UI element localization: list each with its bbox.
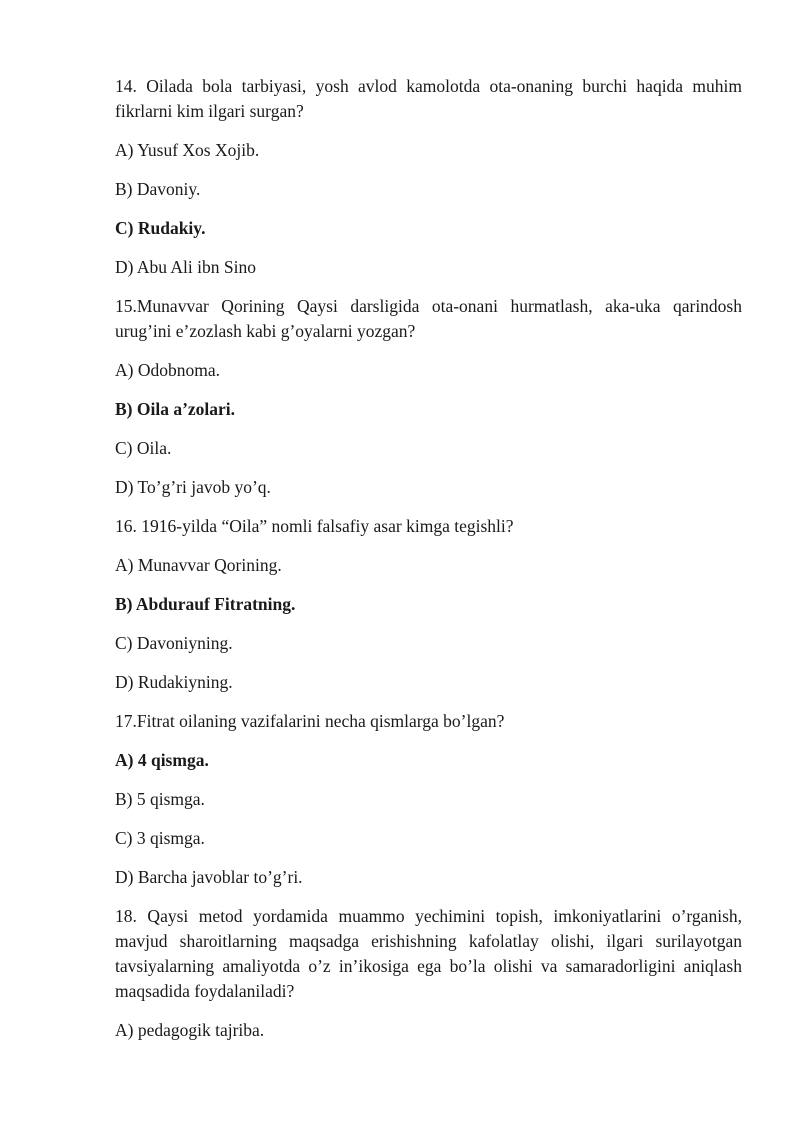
question-text: 14. Oilada bola tarbiyasi, yosh avlod kamolotda ota-onaning burchi haqida muhim fikrlarni kim ilgari surgan? — [115, 76, 742, 121]
question-18 — [115, 904, 742, 1043]
document-content — [115, 74, 742, 1057]
question-17 — [115, 709, 742, 890]
answer-option-c: C) Davoniyning. — [115, 633, 233, 653]
answer-option-d: D) Barcha javoblar to’g’ri. — [115, 867, 303, 887]
answer-option-b: B) Davoniy. — [115, 179, 201, 199]
answer-option-b: B) 5 qismga. — [115, 789, 205, 809]
question-text: 18. Qaysi metod yordamida muammo yechimini topish, imkoniyatlarini o’rganish, mavjud sharoitlarning maqsadga erishishning kafolatlay olishi, ilgari surilayotgan tavsiyalarning amaliyotda o’z in’ikosiga ega bo’la olishi va samaradorligini aniqlash maqsadida foydalaniladi? — [115, 906, 742, 1001]
answer-option-d: D) Rudakiyning. — [115, 672, 233, 692]
question-14 — [115, 74, 742, 280]
answer-option-a: A) Yusuf Xos Xojib. — [115, 140, 260, 160]
answer-option-b-correct: B) Abdurauf Fitratning. — [115, 594, 296, 614]
answer-option-a: A) Odobnoma. — [115, 360, 220, 380]
question-text: 15.Munavvar Qorining Qaysi darsligida ota-onani hurmatlash, aka-uka qarindosh urug’ini e’zozlash kabi g’oyalarni yozgan? — [115, 296, 742, 341]
answer-option-c: C) 3 qismga. — [115, 828, 205, 848]
answer-option-a: A) pedagogik tajriba. — [115, 1020, 265, 1040]
answer-option-c: C) Oila. — [115, 438, 172, 458]
question-text: 16. 1916-yilda “Oila” nomli falsafiy asar kimga tegishli? — [115, 516, 514, 536]
question-15 — [115, 294, 742, 500]
question-16 — [115, 514, 742, 695]
question-text: 17.Fitrat oilaning vazifalarini necha qismlarga bo’lgan? — [115, 711, 505, 731]
answer-option-d: D) To’g’ri javob yo’q. — [115, 477, 271, 497]
answer-option-d: D) Abu Ali ibn Sino — [115, 257, 256, 277]
answer-option-c-correct: C) Rudakiy. — [115, 218, 206, 238]
answer-option-a: A) Munavvar Qorining. — [115, 555, 282, 575]
answer-option-a-correct: A) 4 qismga. — [115, 750, 209, 770]
answer-option-b-correct: B) Oila a’zolari. — [115, 399, 236, 419]
